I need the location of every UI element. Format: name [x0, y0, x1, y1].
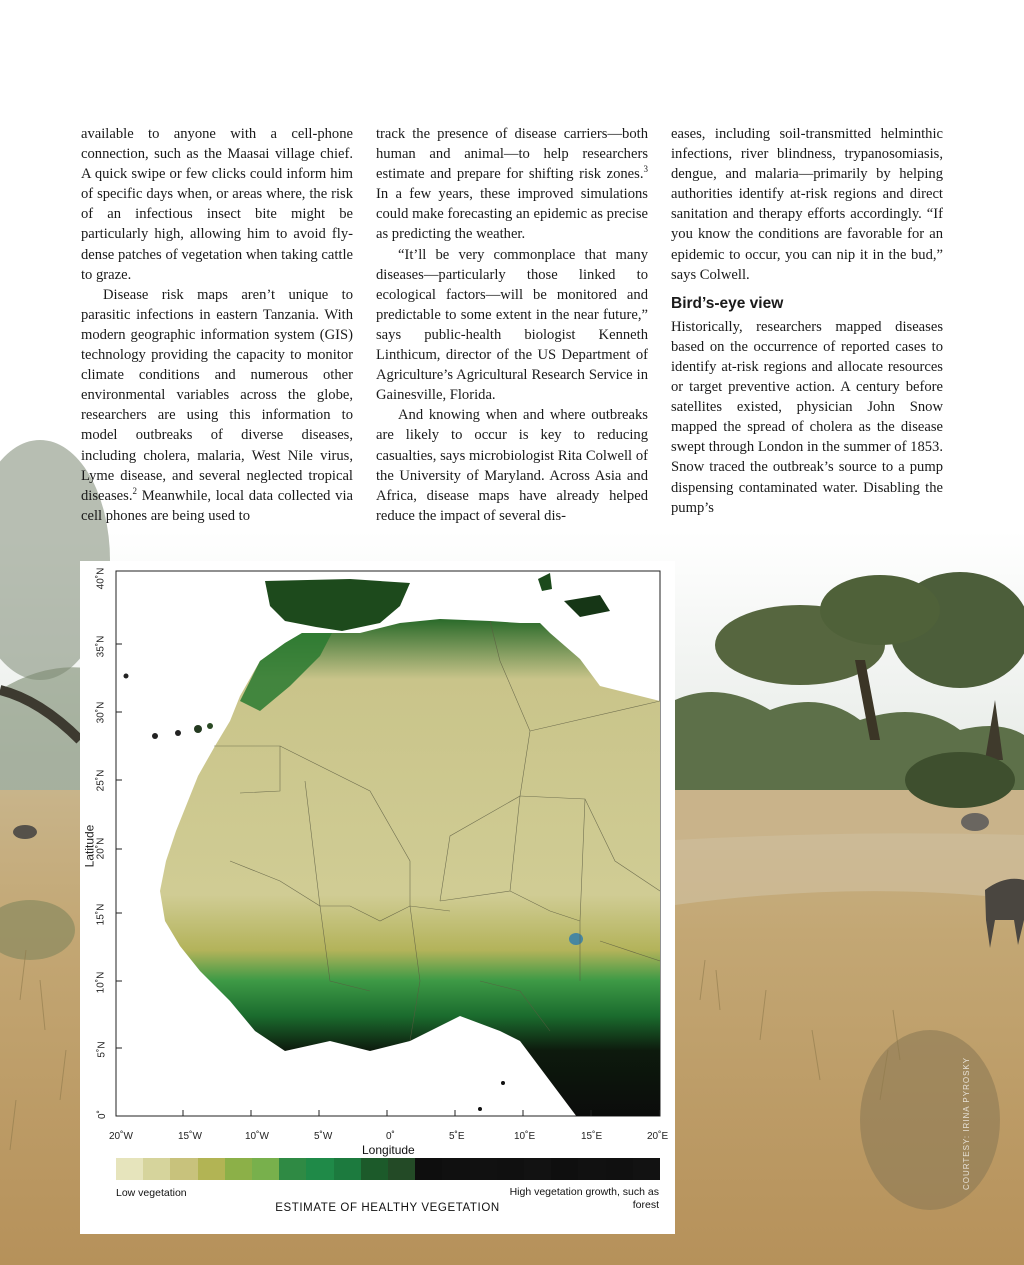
- paragraph-text: In a few years, these improved simulations could make forecasting an epidemic as precise as predicting the weather.: [376, 186, 648, 243]
- y-tick-label: 30˚N: [95, 701, 107, 724]
- legend-swatch: [334, 1158, 361, 1180]
- legend-swatch: [306, 1158, 333, 1180]
- legend-swatch: [252, 1158, 279, 1180]
- x-tick-label: 20˚E: [647, 1131, 669, 1142]
- x-axis-title: Longitude: [362, 1143, 415, 1157]
- legend-swatch: [198, 1158, 225, 1180]
- article-column-3: [671, 124, 943, 518]
- x-tick-label: 5˚W: [314, 1131, 333, 1142]
- legend-swatch: [470, 1158, 497, 1180]
- legend-swatch: [497, 1158, 524, 1180]
- legend-swatch: [415, 1158, 442, 1180]
- legend-swatch: [361, 1158, 388, 1180]
- legend-high-label: High vegetation growth, such as forest: [509, 1186, 659, 1211]
- legend-swatch: [633, 1158, 660, 1180]
- paragraph: “It’ll be very commonplace that many diseases—particularly those linked to ecological factors—will be monitored and predictable to some extent in the near future,” says public-health biologist Kenneth Linthicum, director of the US Department of Agriculture’s Agricultural Research Service in Gainesville, Florida.: [376, 246, 648, 404]
- reference-marker: 3: [643, 164, 648, 175]
- x-tick-label: 20˚W: [109, 1131, 133, 1142]
- legend-swatch: [388, 1158, 415, 1180]
- legend-low-label: Low vegetation: [116, 1187, 187, 1199]
- vegetation-color-scale: [116, 1158, 660, 1180]
- paragraph: [81, 285, 353, 526]
- paragraph: eases, including soil-transmitted helminthic infections, river blindness, trypanosomiasis, dengue, and malaria—primarily by helping authorities identify at-risk regions and direct sanitation and therapy efforts accordingly. “If you know the conditions are favorable for an epidemic to occur, you can nip it in the bud,” says Colwell.: [671, 126, 943, 283]
- y-tick-label: 20˚N: [95, 837, 107, 860]
- legend-swatch: [606, 1158, 633, 1180]
- legend-swatch: [524, 1158, 551, 1180]
- x-tick-label: 15˚E: [581, 1131, 603, 1142]
- y-tick-label: 15˚N: [95, 903, 107, 926]
- vegetation-map-figure: [80, 561, 675, 1234]
- reference-marker: 2: [132, 485, 137, 496]
- legend-swatch: [551, 1158, 578, 1180]
- y-tick-label: 40˚N: [95, 567, 107, 590]
- paragraph-text: Disease risk maps aren’t unique to parasitic infections in eastern Tanzania. With modern geographic information system (GIS) technology providing the capacity to monitor climate conditions and numerous other environmental variables across the globe, researchers are using this information to model outbreaks of diverse diseases, including cholera, malaria, West Nile virus, Lyme disease, and several neglected tropical diseases.: [81, 286, 353, 504]
- x-tick-label: 5˚E: [449, 1131, 465, 1142]
- y-tick-label: 0˚: [96, 1110, 108, 1119]
- legend-swatch: [170, 1158, 197, 1180]
- section-subhead: Bird’s-eye view: [671, 294, 784, 312]
- paragraph: [376, 124, 648, 245]
- legend-title: ESTIMATE OF HEALTHY VEGETATION: [275, 1202, 500, 1214]
- y-tick-label: 5˚N: [96, 1041, 108, 1058]
- y-tick-label: 25˚N: [95, 769, 107, 792]
- legend-swatch: [116, 1158, 143, 1180]
- x-tick-label: 10˚W: [245, 1131, 269, 1142]
- paragraph: available to anyone with a cell-phone connection, such as the Maasai village chief. A quick swipe or few clicks could inform him of specific days when, or areas where, the risk of an infectious insect bite might be particularly high, allowing him to avoid fly-dense patches of vegetation when taking cattle to graze.: [81, 126, 353, 283]
- article-column-2: [376, 124, 648, 526]
- paragraph-text: track the presence of disease carriers—both human and animal—to help researchers estimate and prepare for shifting risk zones.: [376, 126, 648, 183]
- paragraph: Historically, researchers mapped diseases based on the occurrence of reported cases to identify at-risk regions and allocate resources or target preventive action. A century before satellites existed, physician John Snow mapped the spread of cholera as the disease swept through London in the summer of 1853. Snow traced the outbreak’s source to a pump dispensing contaminated water. Disabling the pump’s: [671, 318, 943, 516]
- legend-swatch: [279, 1158, 306, 1180]
- paragraph-text: Meanwhile, local data collected via cell phones are being used to: [81, 487, 353, 524]
- y-tick-label: 35˚N: [95, 635, 107, 658]
- legend-swatch: [143, 1158, 170, 1180]
- x-tick-label: 10˚E: [514, 1131, 536, 1142]
- legend-swatch: [225, 1158, 252, 1180]
- article-column-1: [81, 124, 353, 526]
- legend-swatch: [578, 1158, 605, 1180]
- y-axis-title: Latitude: [82, 824, 97, 868]
- legend-swatch: [442, 1158, 469, 1180]
- y-tick-label: 10˚N: [95, 971, 107, 994]
- photo-credit: COURTESY: IRINA PYROSKY: [962, 1056, 971, 1190]
- paragraph: And knowing when and where outbreaks are likely to occur is key to reducing casualties, says microbiologist Rita Colwell of the University of Maryland. Across Asia and Africa, disease maps have already helped reduce the impact of several dis-: [376, 407, 648, 524]
- x-tick-label: 0˚: [386, 1131, 395, 1142]
- x-tick-label: 15˚W: [178, 1131, 202, 1142]
